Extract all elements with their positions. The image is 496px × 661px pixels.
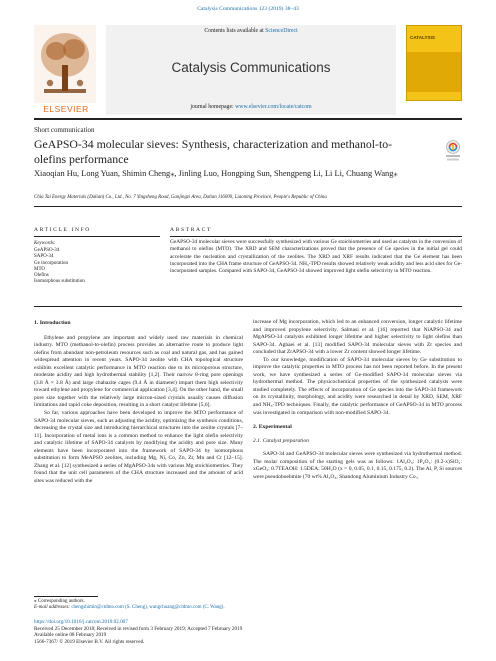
abstract-text: GeAPSO-34 molecular sieves were successfully synthesized with various Ge stoichiometries and used as catalysts in the conversion of methanol to olefins (MTO). The XRD and SEM characterizations proved that the presence of Ge species in the initial gel could accelerate the nucleation and crystallization of the zeolites. The XRD and XRF results indicated that the Ge element has been incorporated into the CHA frame structure of GeAPSO-34. NH₃-TPD results showed relatively weak acidity and less acid sites for Ge-incorporated samples. Compared with SAPO-34, GeAPSO-34 showed improved light olefin selectivity in MTO reaction. [170, 239, 462, 275]
contents-line [106, 28, 396, 34]
masthead [34, 25, 462, 115]
affiliation: Chia Tai Energy Materials (Dalian) Co., Ltd., No. 7 Yingsheng Road, Ganjingzi Area, Dalian 116000, Liaoning Province, People's Republic of China [34, 195, 327, 200]
catalyst-prep-subheading: 2.1. Catalyst preparation [253, 437, 309, 444]
intro-paragraph-1: Ethylene and propylene are important and widely used raw materials in chemical industry. MTO (methanol-to-olefin) process provides an alternative route to produce light olefins from abundant non-petroleum resources such as coal and natural gas, and has gained widespread attention in recent years. SAPO-34 zeolite with CHA topological structure exhibits excellent catalytic performance in MTO reaction due to its microporous structure, moderate acidity and high hydrothermal stability [1,2]. Their narrow 8-ring pore openings (3.8 Å × 3.8 Å) and large chabazite cages (9.4 Å in diameter) impart them high selectivity toward ethylene and propylene for commercial application [3,4]. On the other hand, the small pore size together with the relatively large micron-sized crystals usually causes diffusion limitations and rapid coke deposition, resulting in a short catalyst lifetime [5,6]. [34, 334, 243, 409]
available-online: Available online 08 February 2019 [34, 632, 107, 639]
intro-paragraph-3: increase of Mg incorporation, which led to an enhanced conversion, longer catalytic lifetime and improved propylene selectivity. Salmasi et al. [16] reported that NiAPSO-34 and MgAPSO-34 catalysts exhibited longer lifetime and higher selectivity to light olefins than SAPO-34. Aghaei et al. [13] modified SAPO-34 molecular sieves with Zr species and concluded that ZrAPSO-34 with a lower Zr content showed longer lifetime. [253, 319, 462, 356]
homepage-prefix: journal homepage: [190, 104, 236, 110]
masthead-panel [106, 25, 396, 115]
cover-title: CATALYSIS [410, 35, 435, 40]
affiliation-rule [34, 206, 462, 207]
right-column [253, 319, 462, 481]
keywords-label: Keywords: [34, 241, 56, 246]
experimental-paragraph-1: SAPO-34 and GeAPSO-34 molecular sieves were synthesized via hydrothermal method. The molar composition of the starting gels was as follows: 1Al₂O₃: 1P₂O₅: (0.2-x)SiO₂: xGeO₂: 0.7TEAOH: 1.5DEA: 50H₂O (x = 0, 0.05, 0.1, 0.15, 0.175, 0.2). The Al, P, Si sources were pseudoboehmite (70 wt% Al₂O₃, Shandong Aluminium Industry Co., [253, 451, 462, 480]
elsevier-tree-logo[interactable] [34, 25, 96, 103]
author-list[interactable]: Xiaoqian Hu, Long Yuan, Shimin Cheng⁎, Jinling Luo, Hongping Sun, Shengpeng Li, Li Li, Chuang Wang⁎ [34, 169, 398, 178]
article-info-rule [34, 236, 160, 237]
masthead-rule [34, 118, 462, 120]
keyword-item: MTO [34, 266, 46, 272]
intro-paragraph-2: So far, various approaches have been developed to improve the MTO performance of SAPO-34 molecular sieves, such as adjusting the acidity, optimizing the synthesis conditions, decreasing the crystal size and introducing hierarchical structures into the zeolite crystals [7–11]. Incorporation of metal ions is a common method to enhance the light olefin selectivity and catalytic lifetime of SAPO-34 catalysts by modifying the acidity and pore size. Many elements have been incorporated into the framework of SAPO-34 by isomorphous substitution to form MeAPSO zeolites, including Mg, Ni, Co, Zn, Zr, Mn and Cr [12–15]. Zhang et al. [12] synthesized a series of MgAPSO-34s with various Mg stoichiometries. They found that the unit cell parameters of the CHA structure increased and the amount of acid sites was reduced with the [34, 410, 243, 484]
publisher-name: ELSEVIER [43, 104, 89, 114]
crossmark-icon[interactable] [445, 140, 461, 162]
journal-cover-thumbnail[interactable] [406, 25, 462, 101]
keywords-list [34, 248, 85, 286]
keyword-item: Ge incorporation [34, 260, 69, 266]
footnote-rule [34, 596, 98, 597]
journal-citation[interactable]: Catalysis Communications 123 (2019) 38–43 [197, 6, 299, 12]
keyword-item: Olefins [34, 273, 49, 279]
sciencedirect-link[interactable]: ScienceDirect [265, 28, 298, 34]
footnote [34, 599, 462, 612]
email-line [34, 605, 462, 611]
abstract-heading: ABSTRACT [170, 227, 213, 233]
abstract-bottom-rule [34, 306, 462, 307]
copyright: 1566-7367/ © 2019 Elsevier B.V. All rights reserved. [34, 638, 145, 645]
keyword-item: Isomorphous substitution [34, 279, 85, 285]
homepage-line [106, 104, 396, 110]
article-info-heading: ARTICLE INFO [34, 227, 91, 233]
article-title: GeAPSO-34 molecular sieves: Synthesis, characterization and methanol-to-olefins performance [34, 137, 393, 166]
keyword-item: GeAPSO-34 [34, 248, 60, 253]
contents-prefix: Contents lists available at [204, 28, 266, 34]
doi-link[interactable]: https://doi.org/10.1016/j.catcom.2019.02.007 [34, 619, 128, 625]
article-footer [34, 619, 462, 645]
email-links[interactable]: chengshimin@ctdmo.com (S. Cheng), wangchuang@ctdmo.com (C. Wang). [71, 605, 225, 611]
article-type: Short communication [34, 126, 95, 134]
received-dates: Received 25 December 2018; Received in revised form 3 February 2019; Accepted 7 February 2019 [34, 625, 243, 632]
abstract-rule [170, 236, 462, 237]
intro-paragraph-4: To our knowledge, modification of SAPO-34 molecular sieves by Ge substitution to improve the catalytic properties in MTO process has not been reported before. In the present work, we have synthesized a series of Ge-modified SAPO-34 molecular sieves via hydrothermal method. The physicochemical properties of the synthesized catalysts were studied completely. The effects of incorporation of Ge species into the SAPO-34 framework on its crystallinity, morphology, and acidity were researched in detail by XRD, SEM, XRF and NH₃-TPD techniques. Finally, the catalytic performance of GeAPSO-34 in MTO process was investigated in comparison with non-modified SAPO-34. [253, 356, 462, 416]
introduction-heading: 1. Introduction [34, 320, 71, 326]
left-column [34, 320, 243, 485]
cover-band [407, 52, 461, 92]
journal-title: Catalysis Communications [171, 60, 331, 75]
experimental-heading: 2. Experimental [253, 424, 292, 431]
corresponding-note: ⁎ Corresponding authors. [34, 599, 85, 604]
email-label: E-mail addresses: [34, 605, 72, 611]
homepage-link[interactable]: www.elsevier.com/locate/catcom [235, 104, 312, 110]
keyword-item: SAPO-34 [34, 254, 54, 260]
